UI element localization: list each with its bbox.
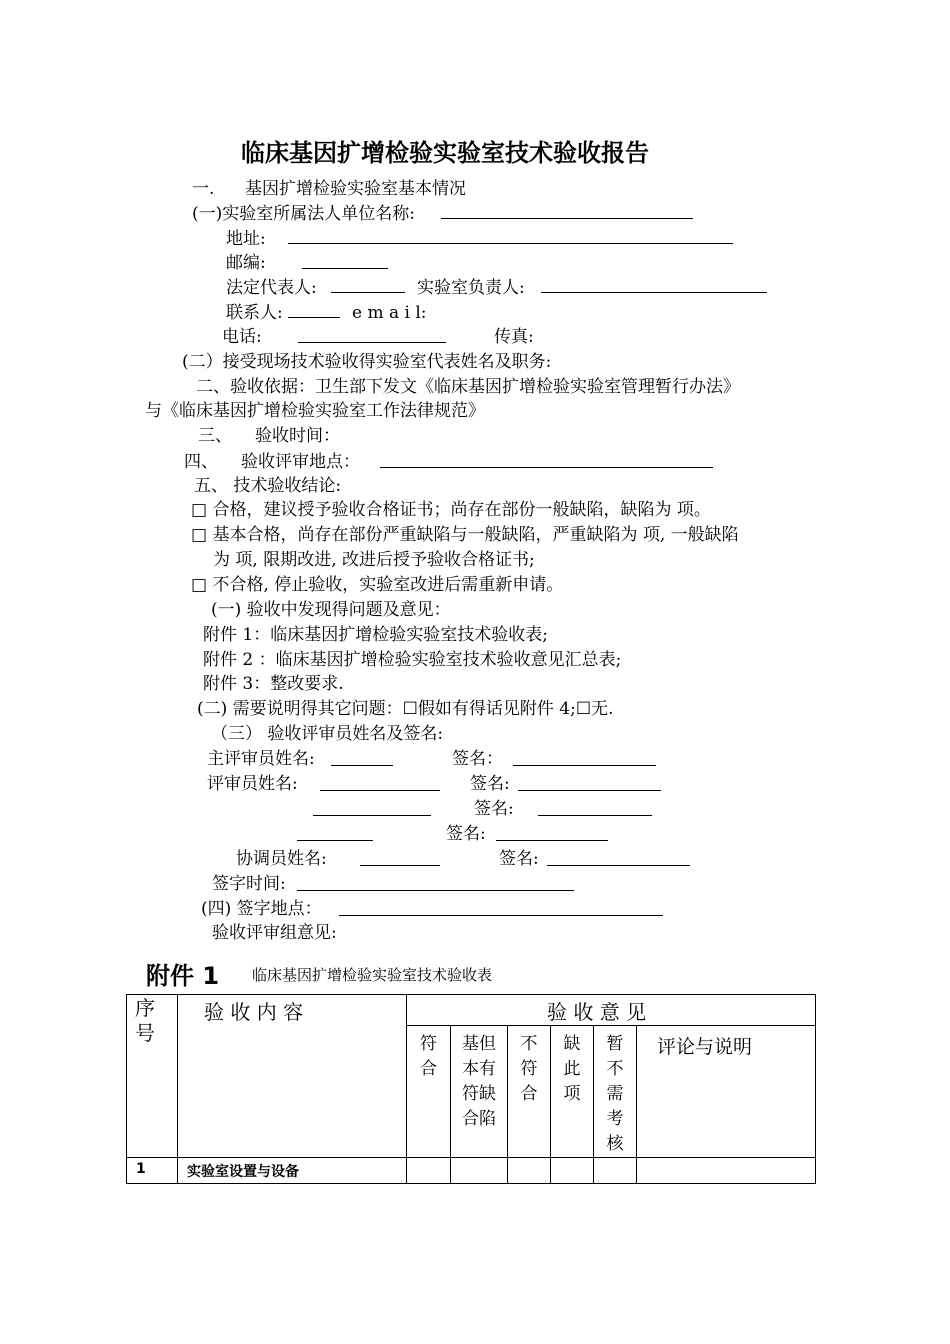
other-issues[interactable]: (二) 需要说明得其它问题：☐假如有得话见附件 4;☐无. xyxy=(197,699,614,719)
header-nonconform: 不符合 xyxy=(508,1026,551,1158)
section-1-heading: 基因扩增检验实验室基本情况 xyxy=(245,179,466,199)
legal-rep-label: 法定代表人: xyxy=(226,278,317,298)
header-comment: 评论与说明 xyxy=(637,1026,816,1158)
attachment-1-ref: 附件 1：临床基因扩增检验实验室技术验收表; xyxy=(203,625,548,645)
reviewer-sign-field-2[interactable] xyxy=(538,815,652,816)
legal-unit-label: (一)实验室所属法人单位名称: xyxy=(192,204,415,224)
legal-rep-field[interactable] xyxy=(331,292,405,293)
header-basic-conform-with-defects: 基但本有符缺合陷 xyxy=(451,1026,508,1158)
reviewer-field-1[interactable] xyxy=(320,790,440,791)
row-cell-basic[interactable] xyxy=(451,1158,508,1184)
reviewers-heading: （三） 验收评审员姓名及签名: xyxy=(211,724,444,744)
attachment-heading: 附件 1 xyxy=(146,962,220,990)
lab-head-label: 实验室负责人: xyxy=(417,278,525,298)
lab-head-field[interactable] xyxy=(541,292,767,293)
review-place-label: 验收评审地点： xyxy=(241,452,360,472)
section-1-number: 一. xyxy=(192,179,215,199)
row-cell-not-assessed[interactable] xyxy=(594,1158,637,1184)
section-3-number: 三、 xyxy=(198,426,232,446)
chief-reviewer-field[interactable] xyxy=(331,765,393,766)
page-title: 临床基因扩增检验实验室技术验收报告 xyxy=(241,139,649,167)
contact-label: 联系人: xyxy=(226,303,283,323)
phone-field[interactable] xyxy=(298,342,446,343)
row-cell-missing[interactable] xyxy=(551,1158,594,1184)
attachment-2-ref: 附件 2 ：临床基因扩增检验实验室技术验收意见汇总表; xyxy=(203,650,622,670)
phone-label: 电话: xyxy=(222,327,262,347)
address-label: 地址: xyxy=(226,229,266,249)
basis-line-1: 二、验收依据：卫生部下发文《临床基因扩增检验实验室管理暂行办法》 xyxy=(196,377,740,397)
coordinator-sign-field[interactable] xyxy=(547,865,690,866)
reviewer-sign-field-3[interactable] xyxy=(496,840,608,841)
reviewer-label: 评审员姓名: xyxy=(207,774,298,794)
coordinator-label: 协调员姓名: xyxy=(236,849,327,869)
postcode-field[interactable] xyxy=(302,268,388,269)
representative-label: (二）接受现场技术验收得实验室代表姓名及职务: xyxy=(182,352,552,372)
acceptance-time-label: 验收时间： xyxy=(255,426,340,446)
header-conform: 符合 xyxy=(407,1026,451,1158)
contact-field[interactable] xyxy=(288,317,340,318)
address-field[interactable] xyxy=(288,243,733,244)
row-cell-comment[interactable] xyxy=(637,1158,816,1184)
reviewer-sign-label-1: 签名: xyxy=(470,774,510,794)
review-place-field[interactable] xyxy=(380,467,713,468)
attachment-3-ref: 附件 3：整改要求. xyxy=(203,674,344,694)
chief-sign-label: 签名： xyxy=(452,749,503,769)
conclusion-heading: 五、 技术验收结论: xyxy=(194,476,342,496)
conclusion-basic-pass-line-2: 为 项, 限期改进, 改进后授予验收合格证书; xyxy=(213,550,535,570)
row-cell-nonconform[interactable] xyxy=(508,1158,551,1184)
header-opinion: 验 收 意 见 xyxy=(407,995,816,1026)
row-cell-conform[interactable] xyxy=(407,1158,451,1184)
table-row xyxy=(127,1158,816,1184)
conclusion-pass[interactable]: □ 合格，建议授予验收合格证书；尚存在部份一般缺陷，缺陷为 项。 xyxy=(191,500,711,520)
reviewer-sign-label-2: 签名: xyxy=(474,799,514,819)
header-missing-item: 缺此项 xyxy=(551,1026,594,1158)
header-seq: 序号 xyxy=(127,995,178,1158)
sign-place-field[interactable] xyxy=(339,915,663,916)
coordinator-sign-label: 签名: xyxy=(499,849,539,869)
header-content: 验 收 内 容 xyxy=(178,995,407,1158)
postcode-label: 邮编: xyxy=(226,253,266,273)
attachment-subtitle: 临床基因扩增检验实验室技术验收表 xyxy=(252,966,493,984)
acceptance-table xyxy=(126,994,816,1184)
reviewer-sign-field-1[interactable] xyxy=(518,790,661,791)
fax-label: 传真: xyxy=(494,327,534,347)
conclusion-fail[interactable]: □ 不合格, 停止验收，实验室改进后需重新申请。 xyxy=(191,575,564,595)
header-not-assessed: 暂不需考核 xyxy=(594,1026,637,1158)
row-content: 实验室设置与设备 xyxy=(178,1158,407,1184)
conclusion-basic-pass-line-1[interactable]: □ 基本合格，尚存在部份严重缺陷与一般缺陷，严重缺陷为 项, 一般缺陷 xyxy=(191,525,739,545)
section-4-number: 四、 xyxy=(184,452,218,472)
sign-time-field[interactable] xyxy=(297,890,574,891)
reviewer-field-3[interactable] xyxy=(297,840,373,841)
row-seq: 1 xyxy=(127,1158,178,1184)
reviewer-field-2[interactable] xyxy=(313,815,431,816)
chief-sign-field[interactable] xyxy=(513,765,656,766)
basis-line-2: 与《临床基因扩增检验实验室工作法律规范》 xyxy=(145,401,485,421)
chief-reviewer-label: 主评审员姓名: xyxy=(207,749,315,769)
group-opinion-label: 验收评审组意见: xyxy=(212,923,337,943)
sign-place-label: (四) 签字地点： xyxy=(201,899,322,919)
reviewer-sign-label-3: 签名: xyxy=(446,824,486,844)
sign-time-label: 签字时间: xyxy=(212,874,286,894)
coordinator-field[interactable] xyxy=(360,865,440,866)
issues-heading: (一) 验收中发现得问题及意见： xyxy=(211,600,451,620)
email-label: e m a i l: xyxy=(352,303,427,323)
legal-unit-field[interactable] xyxy=(441,218,693,219)
